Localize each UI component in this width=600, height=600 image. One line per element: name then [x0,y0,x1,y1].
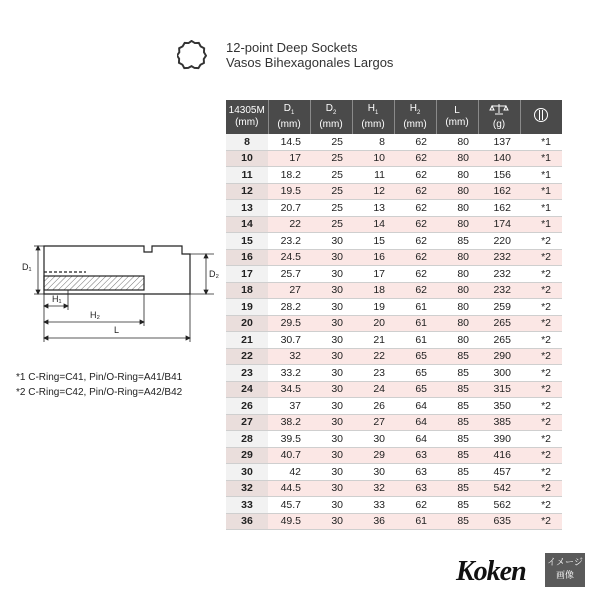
table-cell: 33.2 [268,365,310,382]
table-cell: 30 [310,348,352,365]
table-cell: 38.2 [268,414,310,431]
size-cell: 16 [226,249,268,266]
table-cell: 80 [436,216,478,233]
table-cell: 30 [310,431,352,448]
ring-note-cell: *2 [520,447,562,464]
size-cell: 11 [226,167,268,184]
table-cell: 62 [394,216,436,233]
table-row [226,480,562,497]
ring-note-cell: *2 [520,513,562,530]
ring-note-cell: *2 [520,497,562,514]
table-cell: 140 [478,150,520,167]
table-cell: 63 [394,464,436,481]
badge-line1: イメージ [547,557,583,567]
table-cell: 30 [310,381,352,398]
table-cell: 30 [310,513,352,530]
table-cell: 18.2 [268,167,310,184]
table-cell: 416 [478,447,520,464]
table-cell: 85 [436,381,478,398]
column-header-sub: 1 [374,110,379,116]
table-cell: 85 [436,348,478,365]
table-cell: 30 [352,464,394,481]
table-cell: 13 [352,200,394,217]
table-cell: 12 [352,183,394,200]
table-cell: 64 [394,414,436,431]
ring-note-cell: *2 [520,348,562,365]
table-cell: 49.5 [268,513,310,530]
table-body [226,134,562,530]
table-cell: 61 [394,299,436,316]
table-row [226,365,562,382]
socket-dimension-drawing [14,232,228,352]
badge-line2: 画像 [555,570,574,580]
table-cell: 20.7 [268,200,310,217]
table-cell: 10 [352,150,394,167]
table-cell: 80 [436,282,478,299]
table-cell: 62 [394,183,436,200]
column-header-7 [520,100,562,134]
size-cell: 29 [226,447,268,464]
h2-label: H₂ [90,310,100,320]
table-cell: 85 [436,447,478,464]
table-cell: 19.5 [268,183,310,200]
table-row [226,150,562,167]
table-row [226,447,562,464]
table-cell: 30 [352,431,394,448]
spec-table [226,100,562,530]
socket-outline [44,246,190,294]
table-cell: 17 [268,150,310,167]
table-cell: 25 [310,134,352,150]
koken-logo: Koken [456,556,526,587]
table-cell: 62 [394,282,436,299]
table-row [226,167,562,184]
ring-pin-icon [533,107,549,123]
column-header-sub: 1 [290,110,295,116]
table-cell: 62 [394,233,436,250]
ring-note-cell: *2 [520,266,562,283]
ring-note-cell: *2 [520,398,562,415]
table-cell: 62 [394,200,436,217]
table-cell: 65 [394,381,436,398]
table-cell: 162 [478,183,520,200]
table-cell: 39.5 [268,431,310,448]
table-row [226,348,562,365]
size-cell: 22 [226,348,268,365]
table-cell: 457 [478,464,520,481]
table-cell: 85 [436,497,478,514]
column-header-3 [352,100,394,134]
table-row [226,200,562,217]
size-cell: 20 [226,315,268,332]
scale-icon [489,103,509,115]
table-cell: 65 [394,348,436,365]
table-cell: 25 [310,167,352,184]
column-header-main: 14305M [228,105,265,116]
table-row [226,398,562,415]
d1-dimension [34,246,44,294]
ring-note-cell: *1 [520,167,562,184]
table-cell: 62 [394,249,436,266]
table-cell: 162 [478,200,520,217]
table-cell: 17 [352,266,394,283]
table-cell: 25.7 [268,266,310,283]
column-header-unit: (mm) [403,119,427,130]
table-cell: 80 [436,315,478,332]
table-cell: 265 [478,315,520,332]
table-cell: 259 [478,299,520,316]
table-cell: 315 [478,381,520,398]
size-cell: 24 [226,381,268,398]
image-badge [545,553,585,587]
table-cell: 18 [352,282,394,299]
column-header-main: H [409,103,417,114]
size-cell: 18 [226,282,268,299]
table-cell: 19 [352,299,394,316]
column-header-6 [478,100,520,134]
table-cell: 33 [352,497,394,514]
table-cell: 290 [478,348,520,365]
l-label: L [114,325,120,335]
table-cell: 44.5 [268,480,310,497]
table-cell: 30 [310,233,352,250]
table-cell: 14 [352,216,394,233]
table-cell: 30 [310,332,352,349]
table-cell: 62 [394,134,436,150]
table-cell: 85 [436,431,478,448]
ring-note-cell: *2 [520,249,562,266]
table-cell: 63 [394,480,436,497]
size-cell: 30 [226,464,268,481]
column-header-sub: 2 [416,110,421,116]
table-cell: 24.5 [268,249,310,266]
table-cell: 80 [436,249,478,266]
table-cell: 30 [310,365,352,382]
column-header-unit: (mm) [277,119,301,130]
table-cell: 85 [436,233,478,250]
table-cell: 25 [310,216,352,233]
table-cell: 23.2 [268,233,310,250]
size-cell: 17 [226,266,268,283]
table-cell: 62 [394,150,436,167]
table-row [226,381,562,398]
ring-note-cell: *1 [520,216,562,233]
table-cell: 23 [352,365,394,382]
table-cell: 30 [310,249,352,266]
column-header-sub: 2 [332,110,337,116]
table-cell: 61 [394,315,436,332]
table-cell: 34.5 [268,381,310,398]
table-cell: 30 [310,447,352,464]
table-row [226,282,562,299]
table-cell: 232 [478,282,520,299]
title-english: 12-point Deep Sockets [226,40,358,55]
table-cell: 30 [310,282,352,299]
table-cell: 30.7 [268,332,310,349]
table-cell: 80 [436,332,478,349]
table-cell: 385 [478,414,520,431]
table-row [226,332,562,349]
table-cell: 30 [310,398,352,415]
table-cell: 30 [310,299,352,316]
size-cell: 26 [226,398,268,415]
table-cell: 65 [394,365,436,382]
table-cell: 40.7 [268,447,310,464]
ring-note-cell: *2 [520,480,562,497]
ring-note-cell: *2 [520,464,562,481]
table-cell: 27 [268,282,310,299]
table-cell: 25 [310,200,352,217]
table-row [226,414,562,431]
table-row [226,216,562,233]
table-cell: 85 [436,398,478,415]
column-header-unit: (mm) [235,117,259,128]
size-cell: 12 [226,183,268,200]
table-cell: 232 [478,249,520,266]
note-c42: *2 C-Ring=C42, Pin/O-Ring=A42/B42 [16,387,183,398]
column-header-4 [394,100,436,134]
d1-label: D₁ [22,262,32,272]
size-cell: 14 [226,216,268,233]
column-header-unit: (g) [492,119,506,130]
table-cell: 390 [478,431,520,448]
table-cell: 156 [478,167,520,184]
table-cell: 635 [478,513,520,530]
table-cell: 85 [436,464,478,481]
table-cell: 232 [478,266,520,283]
ring-note-cell: *2 [520,431,562,448]
size-cell: 32 [226,480,268,497]
table-cell: 61 [394,332,436,349]
table-cell: 36 [352,513,394,530]
ring-note-cell: *1 [520,183,562,200]
h1-label: H₁ [52,294,62,304]
table-cell: 37 [268,398,310,415]
column-header-5 [436,100,478,134]
table-cell: 24 [352,381,394,398]
column-header-0 [226,100,268,134]
note-c41: *1 C-Ring=C41, Pin/O-Ring=A41/B41 [16,372,183,383]
table-cell: 45.7 [268,497,310,514]
size-cell: 15 [226,233,268,250]
column-header-2 [310,100,352,134]
table-cell: 22 [352,348,394,365]
table-cell: 300 [478,365,520,382]
table-cell: 62 [394,497,436,514]
table-cell: 85 [436,414,478,431]
table-cell: 30 [310,497,352,514]
table-cell: 63 [394,447,436,464]
table-header [226,100,562,134]
table-row [226,513,562,530]
size-cell: 36 [226,513,268,530]
table-cell: 32 [352,480,394,497]
table-row [226,183,562,200]
table-row [226,315,562,332]
table-row [226,497,562,514]
table-cell: 265 [478,332,520,349]
table-cell: 80 [436,200,478,217]
column-header-unit: (mm) [445,117,469,128]
table-row [226,233,562,250]
ring-note-cell: *2 [520,414,562,431]
table-cell: 29 [352,447,394,464]
table-cell: 30 [310,414,352,431]
column-header-main: D [325,103,333,114]
ring-note-cell: *2 [520,299,562,316]
table-row [226,134,562,150]
column-header-unit: (mm) [361,119,385,130]
column-header-main: H [367,103,375,114]
ring-note-cell: *1 [520,150,562,167]
table-cell: 20 [352,315,394,332]
table-cell: 22 [268,216,310,233]
table-cell: 30 [310,266,352,283]
table-cell: 85 [436,365,478,382]
table-cell: 21 [352,332,394,349]
table-row [226,299,562,316]
table-cell: 85 [436,513,478,530]
column-header-unit: (mm) [319,119,343,130]
table-cell: 64 [394,398,436,415]
column-header-main: D [283,103,291,114]
table-cell: 62 [394,266,436,283]
table-cell: 27 [352,414,394,431]
table-cell: 80 [436,266,478,283]
table-cell: 15 [352,233,394,250]
table-cell: 137 [478,134,520,150]
table-cell: 80 [436,134,478,150]
table-row [226,431,562,448]
table-cell: 29.5 [268,315,310,332]
table-cell: 85 [436,480,478,497]
ring-note-cell: *1 [520,200,562,217]
size-cell: 33 [226,497,268,514]
size-cell: 21 [226,332,268,349]
size-cell: 13 [226,200,268,217]
ring-note-cell: *2 [520,315,562,332]
table-row [226,249,562,266]
table-row [226,464,562,481]
column-header-main: L [454,105,460,116]
table-cell: 30 [310,464,352,481]
table-cell: 80 [436,183,478,200]
ring-note-cell: *2 [520,233,562,250]
table-cell: 80 [436,150,478,167]
size-cell: 8 [226,134,268,150]
size-cell: 28 [226,431,268,448]
ring-note-cell: *1 [520,134,562,150]
twelve-point-icon [177,40,207,70]
size-cell: 10 [226,150,268,167]
table-cell: 30 [310,315,352,332]
table-cell: 14.5 [268,134,310,150]
table-cell: 220 [478,233,520,250]
size-cell: 23 [226,365,268,382]
table-cell: 28.2 [268,299,310,316]
table-cell: 16 [352,249,394,266]
table-cell: 32 [268,348,310,365]
size-cell: 19 [226,299,268,316]
table-cell: 80 [436,167,478,184]
table-cell: 25 [310,150,352,167]
table-cell: 25 [310,183,352,200]
size-cell: 27 [226,414,268,431]
table-cell: 350 [478,398,520,415]
table-cell: 8 [352,134,394,150]
ring-note-cell: *2 [520,365,562,382]
table-cell: 174 [478,216,520,233]
table-cell: 64 [394,431,436,448]
table-cell: 62 [394,167,436,184]
table-cell: 11 [352,167,394,184]
table-cell: 562 [478,497,520,514]
ring-note-cell: *2 [520,381,562,398]
ring-note-cell: *2 [520,332,562,349]
table-cell: 80 [436,299,478,316]
column-header-1 [268,100,310,134]
table-cell: 30 [310,480,352,497]
d2-label: D₂ [209,269,219,279]
table-cell: 542 [478,480,520,497]
table-row [226,266,562,283]
table-cell: 61 [394,513,436,530]
ring-note-cell: *2 [520,282,562,299]
title-spanish: Vasos Bihexagonales Largos [226,55,394,70]
table-cell: 42 [268,464,310,481]
table-cell: 26 [352,398,394,415]
